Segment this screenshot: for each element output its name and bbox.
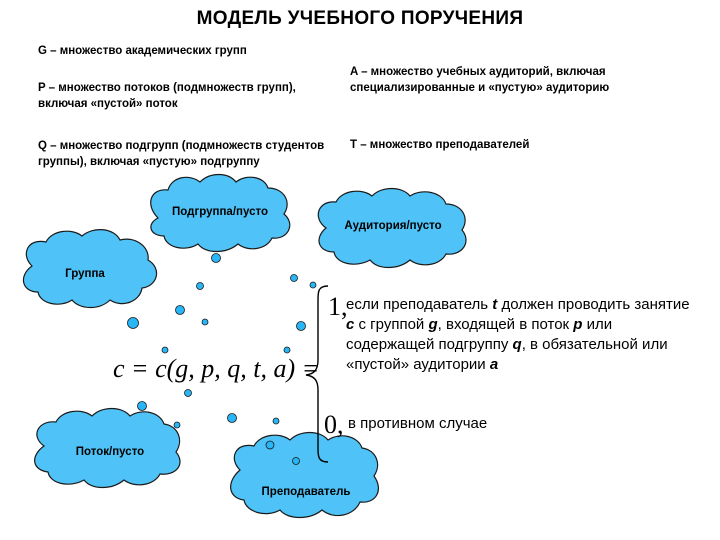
dot (284, 347, 290, 353)
dot (185, 390, 192, 397)
definition-q: Q – множество подгрупп (подмножеств студентов группы), включая «пустую» подгруппу (38, 140, 325, 168)
var-g: g (428, 316, 438, 333)
var-p: p (573, 316, 583, 333)
definition-t: T – множество преподавателей (350, 139, 530, 151)
dot (174, 422, 180, 428)
dot (228, 414, 237, 423)
dot (202, 319, 208, 325)
case2-value: 0, (324, 410, 344, 439)
definition-p: P – множество потоков (подмножеств групп), включая «пустой» поток (38, 82, 296, 110)
dot (212, 254, 221, 263)
cloud-label-subgroup: Подгруппа/пусто (172, 206, 268, 218)
case1-text: если преподаватель t должен проводить занятие c с группой g, входящей в поток p или содержащей подгруппу q, в обязательной или «пустой» аудитории a (346, 296, 690, 373)
dot (273, 418, 279, 424)
var-t: t (492, 296, 498, 313)
case2-text: в противном случае (348, 415, 488, 432)
cloud-label-room: Аудитория/пусто (344, 220, 442, 232)
definition-g: G – множество академических групп (38, 45, 247, 57)
dot (310, 282, 316, 288)
dot (197, 283, 204, 290)
dot (291, 275, 298, 282)
definition-a: A – множество учебных аудиторий, включая специализированные и «пустую» аудиторию (350, 66, 610, 94)
cloud-label-teacher: Преподаватель (261, 486, 351, 498)
var-c: c (346, 316, 355, 333)
dot (293, 458, 300, 465)
cloud-label-stream: Поток/пусто (75, 446, 145, 458)
case1-value: 1, (328, 292, 348, 321)
dot (266, 441, 274, 449)
var-a: a (489, 356, 499, 373)
dot (176, 306, 185, 315)
dot (128, 318, 139, 329)
var-q: q (512, 336, 522, 353)
dot (138, 402, 147, 411)
cloud-label-group: Группа (65, 268, 105, 280)
dot (162, 347, 168, 353)
dot (297, 322, 306, 331)
formula-lhs: c = c(g, p, q, t, a) = (113, 354, 320, 383)
cloud-teacher (231, 433, 379, 518)
page-title: МОДЕЛЬ УЧЕБНОГО ПОРУЧЕНИЯ (196, 8, 524, 29)
